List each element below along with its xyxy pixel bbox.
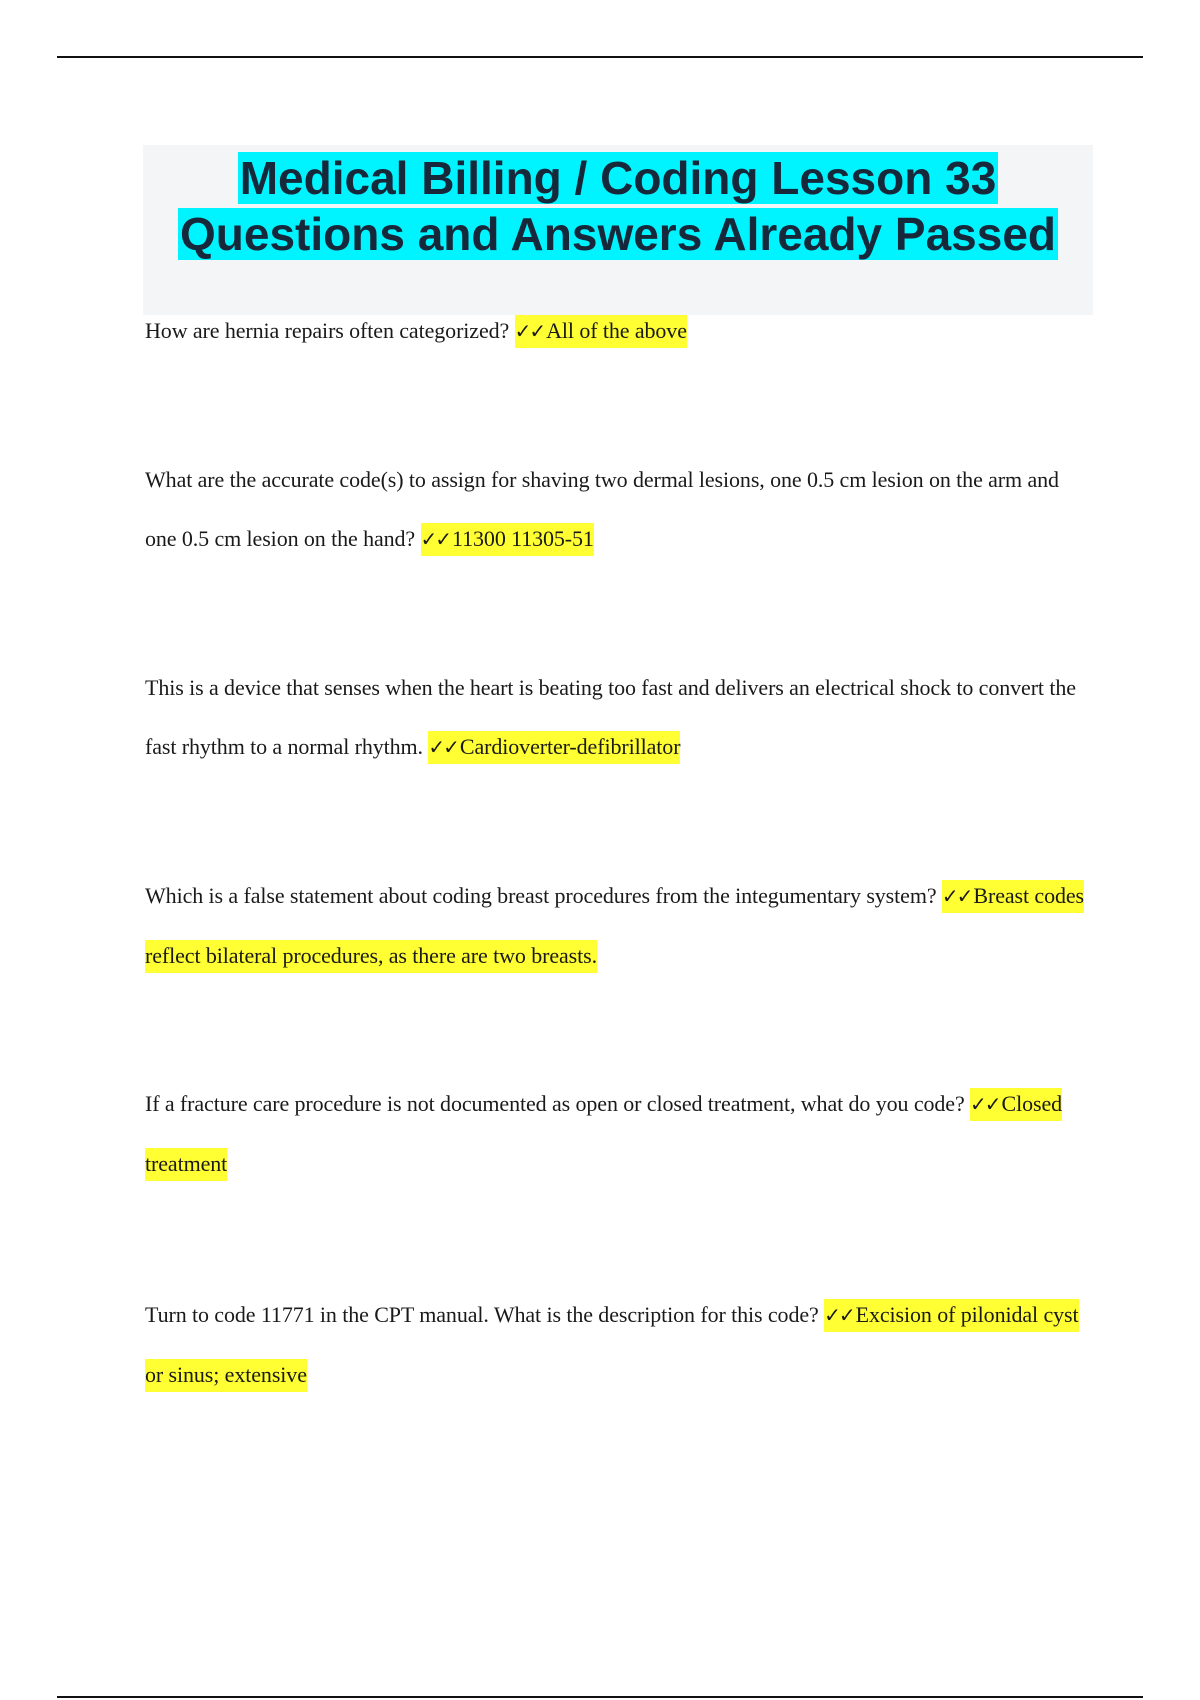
qa-item-5: [145, 1074, 1085, 1193]
question-text: If a fracture care procedure is not documented as open or closed treatment, what do you code?: [145, 1091, 965, 1116]
qa-item-6: [145, 1285, 1085, 1404]
answer-highlight: [428, 731, 680, 764]
title-line-2: Questions and Answers Already Passed: [179, 208, 1057, 260]
double-check-icon: ✓✓: [824, 1303, 854, 1327]
answer-text: Closed treatment: [145, 1091, 1063, 1176]
question-text: Which is a false statement about coding breast procedures from the integumentary system?: [145, 883, 937, 908]
answer-highlight: [515, 315, 687, 348]
double-check-icon: ✓✓: [941, 884, 972, 908]
footer-rule: [57, 1696, 1143, 1698]
double-check-icon: ✓✓: [420, 527, 451, 551]
qa-item-1: [145, 301, 1085, 361]
answer-text: 11300 11305-51: [452, 526, 594, 551]
double-check-icon: ✓✓: [514, 319, 545, 343]
question-text: This is a device that senses when the heart is beating too fast and delivers an electrical shock to convert the fast rhythm to a normal rhythm.: [145, 675, 1076, 759]
question-text: Turn to code 11771 in the CPT manual. What is the description for this code?: [145, 1302, 819, 1327]
answer-highlight: [421, 523, 594, 556]
answer-text: All of the above: [546, 318, 687, 343]
double-check-icon: ✓✓: [970, 1092, 1000, 1116]
title-line-1: Medical Billing / Coding Lesson 33: [239, 152, 997, 204]
answer-text: Breast codes reflect bilateral procedures, as there are two breasts.: [145, 883, 1085, 968]
question-text: How are hernia repairs often categorized?: [145, 318, 510, 343]
answer-text: Excision of pilonidal cyst or sinus; extensive: [145, 1302, 1079, 1387]
question-text: What are the accurate code(s) to assign for shaving two dermal lesions, one 0.5 cm lesion on the arm and one 0.5 cm lesion on the hand?: [145, 467, 1059, 551]
header-rule: [57, 56, 1143, 58]
qa-item-3: [145, 658, 1085, 777]
qa-item-2: [145, 450, 1085, 569]
qa-item-4: [145, 866, 1085, 985]
title-banner: [143, 145, 1093, 315]
double-check-icon: ✓✓: [428, 735, 458, 759]
answer-text: Cardioverter-defibrillator: [459, 734, 681, 759]
